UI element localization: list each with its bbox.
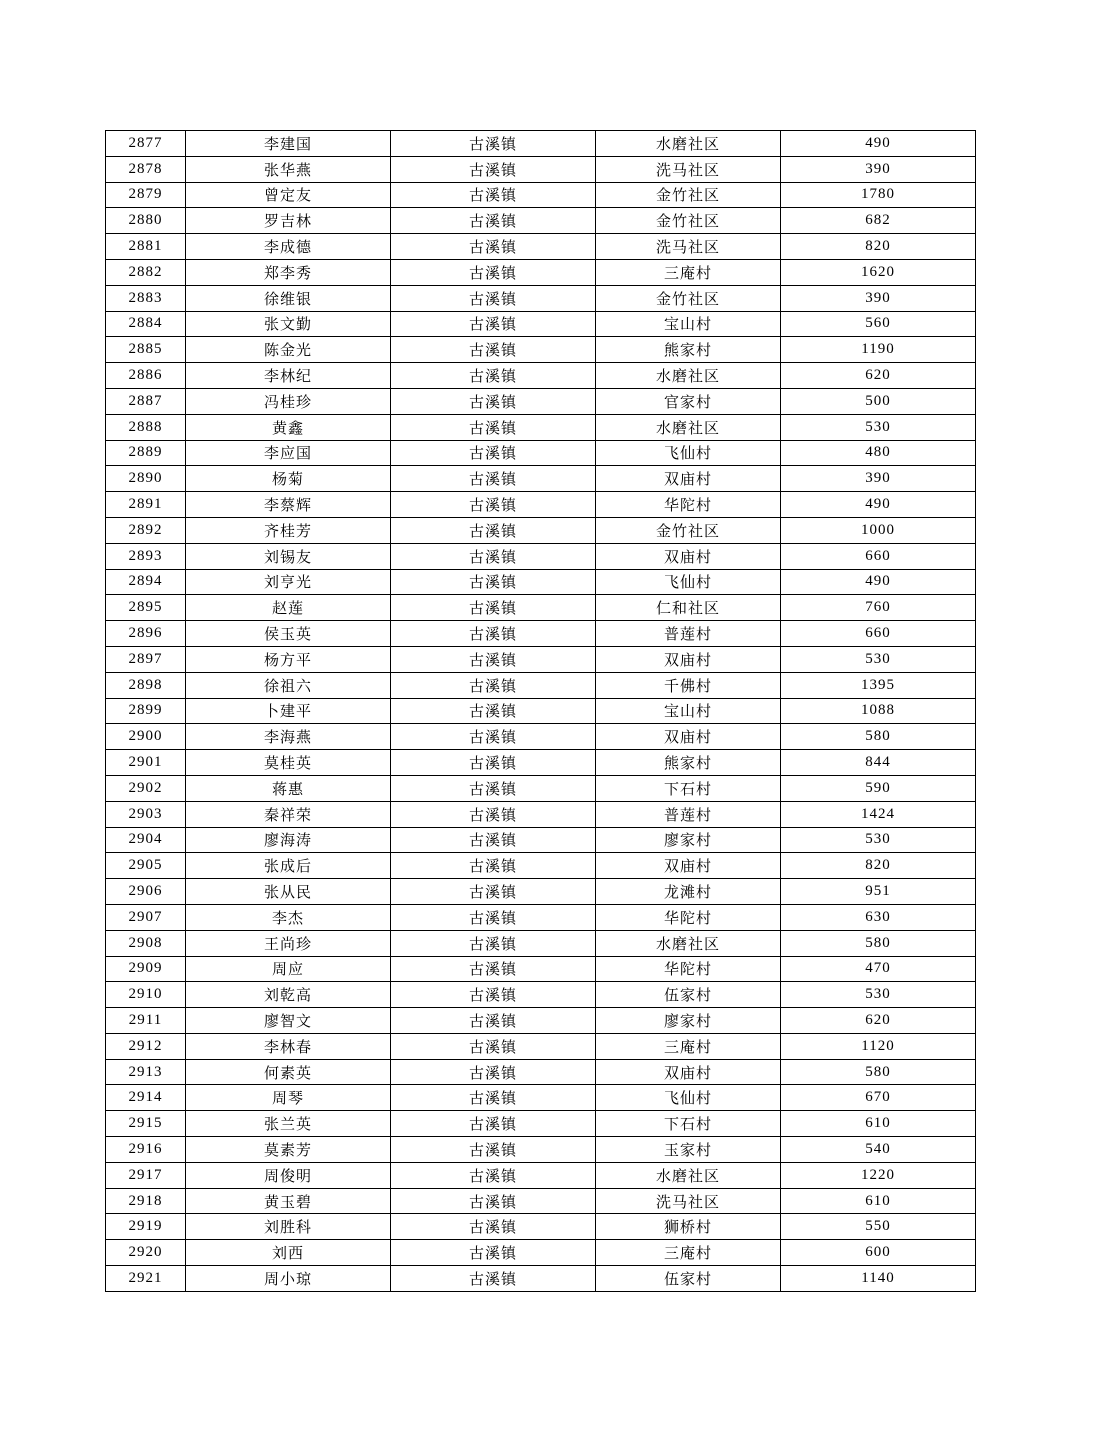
name-cell: 周应	[186, 956, 391, 982]
village-cell: 双庙村	[596, 646, 781, 672]
name-cell: 周琴	[186, 1085, 391, 1111]
town-cell: 古溪镇	[391, 595, 596, 621]
town-cell: 古溪镇	[391, 853, 596, 879]
town-cell: 古溪镇	[391, 1085, 596, 1111]
town-cell: 古溪镇	[391, 1059, 596, 1085]
amount-cell: 480	[781, 440, 976, 466]
name-cell: 刘亨光	[186, 569, 391, 595]
village-cell: 三庵村	[596, 1033, 781, 1059]
amount-cell: 1220	[781, 1162, 976, 1188]
town-cell: 古溪镇	[391, 543, 596, 569]
amount-cell: 540	[781, 1137, 976, 1163]
id-cell: 2909	[106, 956, 186, 982]
name-cell: 何素英	[186, 1059, 391, 1085]
town-cell: 古溪镇	[391, 672, 596, 698]
name-cell: 冯桂珍	[186, 388, 391, 414]
amount-cell: 1120	[781, 1033, 976, 1059]
id-cell: 2878	[106, 156, 186, 182]
id-cell: 2887	[106, 388, 186, 414]
village-cell: 华陀村	[596, 904, 781, 930]
name-cell: 廖海涛	[186, 827, 391, 853]
village-cell: 官家村	[596, 388, 781, 414]
town-cell: 古溪镇	[391, 827, 596, 853]
village-cell: 水磨社区	[596, 363, 781, 389]
village-cell: 金竹社区	[596, 285, 781, 311]
town-cell: 古溪镇	[391, 517, 596, 543]
town-cell: 古溪镇	[391, 930, 596, 956]
town-cell: 古溪镇	[391, 388, 596, 414]
table-row	[106, 775, 976, 801]
id-cell: 2903	[106, 801, 186, 827]
name-cell: 黄玉碧	[186, 1188, 391, 1214]
table-row	[106, 156, 976, 182]
town-cell: 古溪镇	[391, 1008, 596, 1034]
village-cell: 熊家村	[596, 337, 781, 363]
table-body	[106, 131, 976, 1292]
town-cell: 古溪镇	[391, 156, 596, 182]
id-cell: 2884	[106, 311, 186, 337]
name-cell: 徐维银	[186, 285, 391, 311]
village-cell: 华陀村	[596, 956, 781, 982]
town-cell: 古溪镇	[391, 724, 596, 750]
id-cell: 2888	[106, 414, 186, 440]
town-cell: 古溪镇	[391, 182, 596, 208]
table-row	[106, 853, 976, 879]
village-cell: 廖家村	[596, 1008, 781, 1034]
amount-cell: 620	[781, 363, 976, 389]
town-cell: 古溪镇	[391, 879, 596, 905]
town-cell: 古溪镇	[391, 775, 596, 801]
town-cell: 古溪镇	[391, 956, 596, 982]
id-cell: 2910	[106, 982, 186, 1008]
table-row	[106, 363, 976, 389]
amount-cell: 550	[781, 1214, 976, 1240]
village-cell: 飞仙村	[596, 569, 781, 595]
name-cell: 莫素芳	[186, 1137, 391, 1163]
amount-cell: 682	[781, 208, 976, 234]
table-row	[106, 827, 976, 853]
amount-cell: 580	[781, 1059, 976, 1085]
name-cell: 张成后	[186, 853, 391, 879]
id-cell: 2898	[106, 672, 186, 698]
table-row	[106, 750, 976, 776]
table-row	[106, 388, 976, 414]
table-row	[106, 1266, 976, 1292]
amount-cell: 560	[781, 311, 976, 337]
id-cell: 2891	[106, 492, 186, 518]
town-cell: 古溪镇	[391, 904, 596, 930]
village-cell: 金竹社区	[596, 517, 781, 543]
village-cell: 伍家村	[596, 982, 781, 1008]
table-row	[106, 1111, 976, 1137]
id-cell: 2914	[106, 1085, 186, 1111]
id-cell: 2907	[106, 904, 186, 930]
name-cell: 赵莲	[186, 595, 391, 621]
table-row	[106, 517, 976, 543]
id-cell: 2912	[106, 1033, 186, 1059]
table-row	[106, 956, 976, 982]
village-cell: 千佛村	[596, 672, 781, 698]
id-cell: 2893	[106, 543, 186, 569]
village-cell: 洗马社区	[596, 234, 781, 260]
name-cell: 杨菊	[186, 466, 391, 492]
village-cell: 宝山村	[596, 698, 781, 724]
id-cell: 2915	[106, 1111, 186, 1137]
amount-cell: 530	[781, 982, 976, 1008]
name-cell: 刘锡友	[186, 543, 391, 569]
table-row	[106, 930, 976, 956]
table-row	[106, 621, 976, 647]
table-row	[106, 1137, 976, 1163]
town-cell: 古溪镇	[391, 363, 596, 389]
village-cell: 飞仙村	[596, 1085, 781, 1111]
table-row	[106, 492, 976, 518]
village-cell: 三庵村	[596, 1240, 781, 1266]
town-cell: 古溪镇	[391, 982, 596, 1008]
name-cell: 徐祖六	[186, 672, 391, 698]
name-cell: 蒋惠	[186, 775, 391, 801]
town-cell: 古溪镇	[391, 569, 596, 595]
village-cell: 双庙村	[596, 1059, 781, 1085]
amount-cell: 490	[781, 569, 976, 595]
name-cell: 杨方平	[186, 646, 391, 672]
amount-cell: 390	[781, 285, 976, 311]
village-cell: 廖家村	[596, 827, 781, 853]
village-cell: 金竹社区	[596, 182, 781, 208]
amount-cell: 530	[781, 646, 976, 672]
table-row	[106, 904, 976, 930]
id-cell: 2897	[106, 646, 186, 672]
village-cell: 普莲村	[596, 621, 781, 647]
amount-cell: 580	[781, 724, 976, 750]
table-row	[106, 1214, 976, 1240]
id-cell: 2879	[106, 182, 186, 208]
village-cell: 水磨社区	[596, 414, 781, 440]
table-row	[106, 131, 976, 157]
id-cell: 2904	[106, 827, 186, 853]
name-cell: 张华燕	[186, 156, 391, 182]
town-cell: 古溪镇	[391, 621, 596, 647]
name-cell: 罗吉林	[186, 208, 391, 234]
amount-cell: 630	[781, 904, 976, 930]
id-cell: 2885	[106, 337, 186, 363]
town-cell: 古溪镇	[391, 466, 596, 492]
name-cell: 侯玉英	[186, 621, 391, 647]
name-cell: 李建国	[186, 131, 391, 157]
name-cell: 秦祥荣	[186, 801, 391, 827]
town-cell: 古溪镇	[391, 1137, 596, 1163]
amount-cell: 1620	[781, 259, 976, 285]
name-cell: 周俊明	[186, 1162, 391, 1188]
village-cell: 熊家村	[596, 750, 781, 776]
table-row	[106, 1240, 976, 1266]
id-cell: 2894	[106, 569, 186, 595]
table-row	[106, 285, 976, 311]
village-cell: 双庙村	[596, 543, 781, 569]
amount-cell: 670	[781, 1085, 976, 1111]
table-row	[106, 672, 976, 698]
amount-cell: 1190	[781, 337, 976, 363]
amount-cell: 490	[781, 131, 976, 157]
village-cell: 普莲村	[596, 801, 781, 827]
table-row	[106, 879, 976, 905]
amount-cell: 1088	[781, 698, 976, 724]
village-cell: 水磨社区	[596, 131, 781, 157]
amount-cell: 610	[781, 1111, 976, 1137]
name-cell: 李成德	[186, 234, 391, 260]
village-cell: 金竹社区	[596, 208, 781, 234]
id-cell: 2905	[106, 853, 186, 879]
table-row	[106, 982, 976, 1008]
amount-cell: 500	[781, 388, 976, 414]
amount-cell: 530	[781, 414, 976, 440]
table-row	[106, 724, 976, 750]
table-row	[106, 1033, 976, 1059]
amount-cell: 600	[781, 1240, 976, 1266]
village-cell: 洗马社区	[596, 1188, 781, 1214]
town-cell: 古溪镇	[391, 1214, 596, 1240]
name-cell: 廖智文	[186, 1008, 391, 1034]
village-cell: 三庵村	[596, 259, 781, 285]
town-cell: 古溪镇	[391, 1266, 596, 1292]
amount-cell: 580	[781, 930, 976, 956]
name-cell: 曾定友	[186, 182, 391, 208]
id-cell: 2899	[106, 698, 186, 724]
village-cell: 水磨社区	[596, 1162, 781, 1188]
town-cell: 古溪镇	[391, 492, 596, 518]
town-cell: 古溪镇	[391, 259, 596, 285]
table-row	[106, 440, 976, 466]
town-cell: 古溪镇	[391, 801, 596, 827]
id-cell: 2900	[106, 724, 186, 750]
town-cell: 古溪镇	[391, 311, 596, 337]
table-row	[106, 311, 976, 337]
village-cell: 宝山村	[596, 311, 781, 337]
id-cell: 2917	[106, 1162, 186, 1188]
amount-cell: 760	[781, 595, 976, 621]
id-cell: 2921	[106, 1266, 186, 1292]
village-cell: 下石村	[596, 1111, 781, 1137]
village-cell: 双庙村	[596, 466, 781, 492]
town-cell: 古溪镇	[391, 1162, 596, 1188]
amount-cell: 660	[781, 543, 976, 569]
table-row	[106, 1059, 976, 1085]
town-cell: 古溪镇	[391, 698, 596, 724]
table-row	[106, 1085, 976, 1111]
name-cell: 黄鑫	[186, 414, 391, 440]
table-row	[106, 1162, 976, 1188]
town-cell: 古溪镇	[391, 646, 596, 672]
table-row	[106, 569, 976, 595]
amount-cell: 590	[781, 775, 976, 801]
village-cell: 双庙村	[596, 853, 781, 879]
town-cell: 古溪镇	[391, 208, 596, 234]
table-row	[106, 414, 976, 440]
amount-cell: 1000	[781, 517, 976, 543]
village-cell: 华陀村	[596, 492, 781, 518]
name-cell: 刘胜科	[186, 1214, 391, 1240]
name-cell: 陈金光	[186, 337, 391, 363]
id-cell: 2890	[106, 466, 186, 492]
table-row	[106, 234, 976, 260]
id-cell: 2892	[106, 517, 186, 543]
village-cell: 狮桥村	[596, 1214, 781, 1240]
id-cell: 2877	[106, 131, 186, 157]
town-cell: 古溪镇	[391, 1240, 596, 1266]
name-cell: 李海燕	[186, 724, 391, 750]
name-cell: 张兰英	[186, 1111, 391, 1137]
table-row	[106, 1008, 976, 1034]
id-cell: 2896	[106, 621, 186, 647]
name-cell: 李应国	[186, 440, 391, 466]
amount-cell: 1780	[781, 182, 976, 208]
village-cell: 洗马社区	[596, 156, 781, 182]
amount-cell: 844	[781, 750, 976, 776]
table-row	[106, 259, 976, 285]
name-cell: 李蔡辉	[186, 492, 391, 518]
id-cell: 2913	[106, 1059, 186, 1085]
id-cell: 2906	[106, 879, 186, 905]
table-row	[106, 801, 976, 827]
name-cell: 卜建平	[186, 698, 391, 724]
town-cell: 古溪镇	[391, 131, 596, 157]
amount-cell: 530	[781, 827, 976, 853]
name-cell: 李林春	[186, 1033, 391, 1059]
amount-cell: 951	[781, 879, 976, 905]
id-cell: 2881	[106, 234, 186, 260]
town-cell: 古溪镇	[391, 234, 596, 260]
amount-cell: 1140	[781, 1266, 976, 1292]
village-cell: 玉家村	[596, 1137, 781, 1163]
village-cell: 仁和社区	[596, 595, 781, 621]
town-cell: 古溪镇	[391, 440, 596, 466]
id-cell: 2901	[106, 750, 186, 776]
name-cell: 刘乾高	[186, 982, 391, 1008]
name-cell: 张从民	[186, 879, 391, 905]
table-row	[106, 182, 976, 208]
amount-cell: 660	[781, 621, 976, 647]
name-cell: 莫桂英	[186, 750, 391, 776]
town-cell: 古溪镇	[391, 285, 596, 311]
id-cell: 2882	[106, 259, 186, 285]
amount-cell: 820	[781, 853, 976, 879]
table-row	[106, 698, 976, 724]
id-cell: 2916	[106, 1137, 186, 1163]
name-cell: 李杰	[186, 904, 391, 930]
amount-cell: 490	[781, 492, 976, 518]
town-cell: 古溪镇	[391, 337, 596, 363]
id-cell: 2880	[106, 208, 186, 234]
id-cell: 2911	[106, 1008, 186, 1034]
name-cell: 王尚珍	[186, 930, 391, 956]
village-cell: 伍家村	[596, 1266, 781, 1292]
table-row	[106, 208, 976, 234]
town-cell: 古溪镇	[391, 1111, 596, 1137]
amount-cell: 1395	[781, 672, 976, 698]
village-cell: 下石村	[596, 775, 781, 801]
name-cell: 张文勤	[186, 311, 391, 337]
name-cell: 郑李秀	[186, 259, 391, 285]
village-cell: 双庙村	[596, 724, 781, 750]
town-cell: 古溪镇	[391, 750, 596, 776]
table-row	[106, 466, 976, 492]
table-row	[106, 1188, 976, 1214]
table-row	[106, 595, 976, 621]
table-row	[106, 337, 976, 363]
id-cell: 2919	[106, 1214, 186, 1240]
town-cell: 古溪镇	[391, 414, 596, 440]
id-cell: 2920	[106, 1240, 186, 1266]
name-cell: 齐桂芳	[186, 517, 391, 543]
village-cell: 水磨社区	[596, 930, 781, 956]
roster-table	[105, 130, 976, 1292]
town-cell: 古溪镇	[391, 1188, 596, 1214]
id-cell: 2889	[106, 440, 186, 466]
amount-cell: 390	[781, 156, 976, 182]
id-cell: 2908	[106, 930, 186, 956]
village-cell: 飞仙村	[596, 440, 781, 466]
amount-cell: 390	[781, 466, 976, 492]
table-row	[106, 543, 976, 569]
name-cell: 刘西	[186, 1240, 391, 1266]
table-row	[106, 646, 976, 672]
amount-cell: 1424	[781, 801, 976, 827]
amount-cell: 820	[781, 234, 976, 260]
name-cell: 李林纪	[186, 363, 391, 389]
id-cell: 2883	[106, 285, 186, 311]
id-cell: 2902	[106, 775, 186, 801]
name-cell: 周小琼	[186, 1266, 391, 1292]
town-cell: 古溪镇	[391, 1033, 596, 1059]
amount-cell: 620	[781, 1008, 976, 1034]
village-cell: 龙滩村	[596, 879, 781, 905]
id-cell: 2918	[106, 1188, 186, 1214]
amount-cell: 610	[781, 1188, 976, 1214]
id-cell: 2886	[106, 363, 186, 389]
amount-cell: 470	[781, 956, 976, 982]
id-cell: 2895	[106, 595, 186, 621]
